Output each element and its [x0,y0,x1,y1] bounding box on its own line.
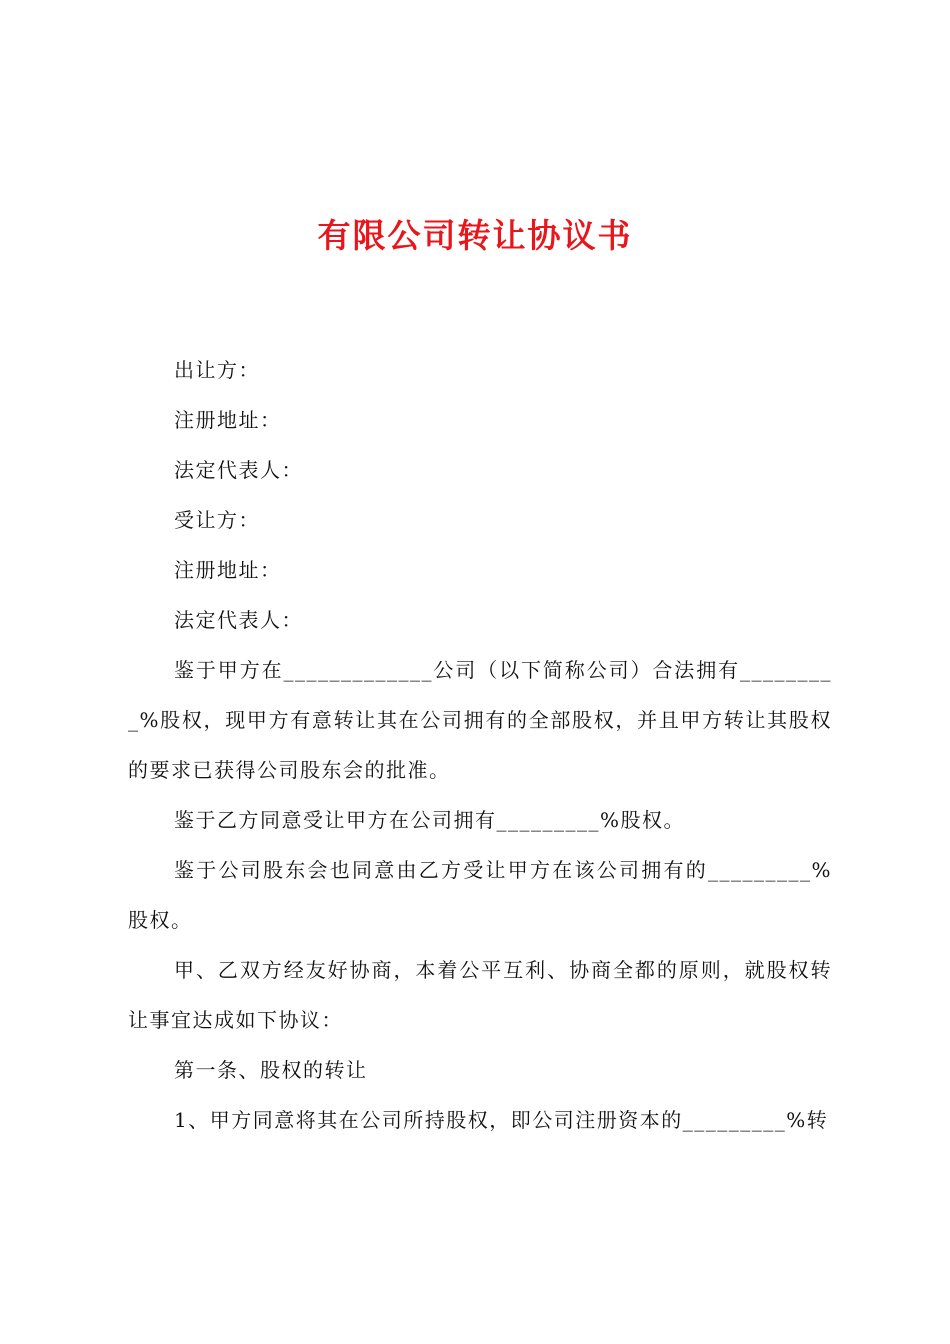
transferee-label: 受让方： [174,508,260,532]
article-1-heading: 第一条、股权的转让 [174,1058,368,1082]
agreement-intro-paragraph: 甲、乙双方经友好协商，本着公平互利、协商全都的原则，就股权转让事宜达成如下协议： [128,958,832,1032]
transferor-representative-label: 法定代表人： [174,458,303,482]
article-1-clause-1: 1、甲方同意将其在公司所持股权，即公司注册资本的_________%转 [174,1108,829,1132]
transferor-label: 出让方： [174,358,260,382]
transferee-address-label: 注册地址： [174,558,282,582]
transferee-representative-label: 法定代表人： [174,608,303,632]
document-title: 有限公司转让协议书 [317,216,633,255]
recital-paragraph-1: 鉴于甲方在_____________公司（以下简称公司）合法拥有_________%股权，现甲方有意转让其在公司拥有的全部股权，并且甲方转让其股权的要求已获得公司股东会的批准。 [128,658,832,782]
recital-paragraph-3: 鉴于公司股东会也同意由乙方受让甲方在该公司拥有的_________%股权。 [128,858,832,932]
recital-paragraph-2: 鉴于乙方同意受让甲方在公司拥有_________%股权。 [174,808,686,832]
transferor-address-label: 注册地址： [174,408,282,432]
document-body [128,345,832,1145]
